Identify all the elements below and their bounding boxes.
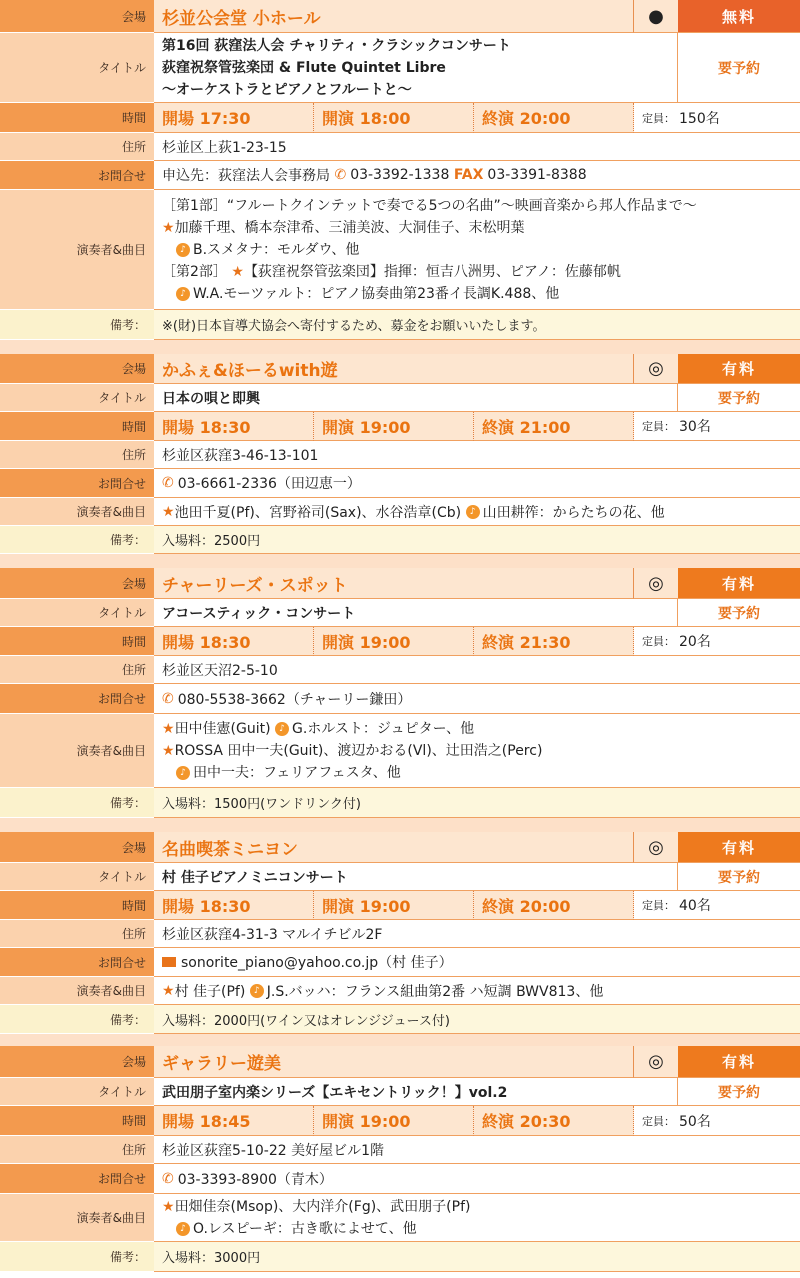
end-time: 終演 20:00: [474, 103, 634, 133]
paid-mark: ◎: [634, 354, 678, 384]
remarks-label: 備考：: [0, 526, 154, 554]
reservation-note: 要予約: [678, 599, 800, 627]
event-5: [0, 1046, 800, 1278]
remarks: 入場料：1500円(ワンドリンク付): [154, 788, 800, 818]
music-note-icon: ♪: [176, 287, 190, 301]
address: 杉並区上荻1-23-15: [154, 133, 800, 161]
music-note-icon: ♪: [176, 1222, 190, 1236]
event-title: [154, 33, 678, 103]
address-label: 住所: [0, 1136, 154, 1164]
remarks-label: 備考：: [0, 1005, 154, 1034]
capacity: 定員： 150名: [634, 103, 800, 133]
capacity: 定員： 40名: [634, 891, 800, 920]
title-line-2: 荻窪祝祭管弦楽団 & Flute Quintet Libre: [162, 59, 446, 76]
address-label: 住所: [0, 920, 154, 948]
venue-name: かふぇ&ほーるwith遊: [154, 354, 634, 384]
title-line-1: 第16回 荻窪法人会 チャリティ・クラシックコンサート: [162, 37, 511, 54]
remarks: 入場料：3000円: [154, 1242, 800, 1272]
address-label: 住所: [0, 441, 154, 469]
open-time: 開場 17:30: [154, 103, 314, 133]
open-time: 開場 18:30: [154, 891, 314, 920]
reservation-note: 要予約: [678, 1078, 800, 1106]
phone-icon: ✆: [162, 690, 174, 707]
performers-label: 演奏者&曲目: [0, 1194, 154, 1242]
title-label: タイトル: [0, 33, 154, 103]
mail-icon: [162, 957, 176, 967]
venue-label: 会場: [0, 568, 154, 599]
music-note-icon: ♪: [275, 722, 289, 736]
star-icon: ★: [162, 219, 175, 236]
paid-mark: ◎: [634, 1046, 678, 1078]
event-4: [0, 832, 800, 1034]
performers: ★ 池田千夏(Pf)、宮野裕司(Sax)、水谷浩章(Cb) ♪ 山田耕筰：からたちの花、他: [154, 498, 800, 526]
title-line-3: 〜オーケストラとピアノとフルートと〜: [162, 81, 412, 98]
contact-label: お問合せ: [0, 469, 154, 498]
music-note-icon: ♪: [466, 505, 480, 519]
venue-label: 会場: [0, 1046, 154, 1078]
time-label: 時間: [0, 412, 154, 441]
contact: ✆ 03-6661-2336（田辺恵一）: [154, 469, 800, 498]
phone-icon: ✆: [162, 475, 174, 491]
star-icon: ★: [162, 720, 175, 737]
start-time: 開演 19:00: [314, 627, 474, 656]
paid-mark: ◎: [634, 568, 678, 599]
capacity: 定員： 50名: [634, 1106, 800, 1136]
title-label: タイトル: [0, 1078, 154, 1106]
event-title: 村 佳子ピアノミニコンサート: [154, 863, 678, 891]
address-label: 住所: [0, 656, 154, 684]
event-3: [0, 568, 800, 818]
performers: ★田畑佳奈(Msop)、大内洋介(Fg)、武田朋子(Pf) ♪ O.レスピーギ：古き歌によせて、他: [154, 1194, 800, 1242]
performers: ［第1部］“フルートクインテットで奏でる5つの名曲”〜映画音楽から邦人作品まで〜 ★加藤千理、橋本奈津希、三浦美波、大洞佳子、末松明葉 ♪ B.スメタナ：モルダウ、他 ［第2部］ ★【荻窪祝祭管弦楽団】指揮：恒吉八洲男、ピアノ：佐藤郁帆 ♪ W.A.モーツァルト：ピアノ協奏曲第23番イ長調K.488、他: [154, 190, 800, 310]
star-icon: ★: [162, 1198, 175, 1215]
contact: ✆ 03-3393-8900（青木）: [154, 1164, 800, 1194]
end-time: 終演 21:30: [474, 627, 634, 656]
open-time: 開場 18:30: [154, 627, 314, 656]
address-label: 住所: [0, 133, 154, 161]
address: 杉並区天沼2-5-10: [154, 656, 800, 684]
event-2: [0, 354, 800, 554]
venue-name: ギャラリー遊美: [154, 1046, 634, 1078]
remarks-label: 備考：: [0, 1242, 154, 1272]
venue-name: チャーリーズ・スポット: [154, 568, 634, 599]
end-time: 終演 20:30: [474, 1106, 634, 1136]
end-time: 終演 21:00: [474, 412, 634, 441]
contact: 申込先：荻窪法人会事務局 ✆ 03-3392-1338 FAX 03-3391-8388: [154, 161, 800, 190]
performers: ★ 村 佳子(Pf) ♪ J.S.バッハ：フランス組曲第2番 ハ短調 BWV813、他: [154, 977, 800, 1005]
reservation-note: 要予約: [678, 863, 800, 891]
phone-icon: ✆: [162, 1170, 174, 1187]
music-note-icon: ♪: [176, 243, 190, 257]
performers-label: 演奏者&曲目: [0, 714, 154, 788]
event-title: 日本の唄と即興: [154, 384, 678, 412]
fee-badge: 有料: [678, 568, 800, 599]
venue-label: 会場: [0, 354, 154, 384]
time-label: 時間: [0, 1106, 154, 1136]
open-time: 開場 18:30: [154, 412, 314, 441]
contact-label: お問合せ: [0, 161, 154, 190]
venue-name: 杉並公会堂 小ホール: [154, 0, 634, 33]
address: 杉並区荻窪5-10-22 美好屋ビル1階: [154, 1136, 800, 1164]
address: 杉並区荻窪3-46-13-101: [154, 441, 800, 469]
contact-label: お問合せ: [0, 948, 154, 977]
start-time: 開演 19:00: [314, 891, 474, 920]
event-title: アコースティック・コンサート: [154, 599, 678, 627]
paid-mark: ◎: [634, 832, 678, 863]
fee-badge: 無料: [678, 0, 800, 33]
fee-badge: 有料: [678, 1046, 800, 1078]
capacity: 定員： 20名: [634, 627, 800, 656]
star-icon: ★: [162, 982, 175, 999]
fee-badge: 有料: [678, 354, 800, 384]
event-1: [0, 0, 800, 340]
remarks-label: 備考：: [0, 788, 154, 818]
capacity: 定員： 30名: [634, 412, 800, 441]
time-label: 時間: [0, 891, 154, 920]
remarks: 入場料：2500円: [154, 526, 800, 554]
performers-label: 演奏者&曲目: [0, 498, 154, 526]
start-time: 開演 19:00: [314, 412, 474, 441]
address: 杉並区荻窪4-31-3 マルイチビル2F: [154, 920, 800, 948]
contact-label: お問合せ: [0, 684, 154, 714]
time-label: 時間: [0, 627, 154, 656]
reservation-note: 要予約: [678, 384, 800, 412]
performers-label: 演奏者&曲目: [0, 190, 154, 310]
event-title: 武田朋子室内楽シリーズ【エキセントリック！】vol.2: [154, 1078, 678, 1106]
free-mark: ●: [634, 0, 678, 33]
contact-label: お問合せ: [0, 1164, 154, 1194]
remarks: ※(財)日本盲導犬協会へ寄付するため、募金をお願いいたします。: [154, 310, 800, 340]
venue-label: 会場: [0, 0, 154, 33]
title-label: タイトル: [0, 599, 154, 627]
star-icon: ★: [162, 503, 175, 520]
venue-label: 会場: [0, 832, 154, 863]
music-note-icon: ♪: [250, 984, 264, 998]
remarks: 入場料：2000円(ワイン又はオレンジジュース付): [154, 1005, 800, 1034]
fee-badge: 有料: [678, 832, 800, 863]
star-icon: ★: [231, 263, 244, 280]
performers: ★田中佳憲(Guit) ♪ G.ホルスト：ジュピター、他 ★ROSSA 田中一夫(Guit)、渡辺かおる(Vl)、辻田浩之(Perc) ♪ 田中一夫：フェリアフェスタ、他: [154, 714, 800, 788]
contact: sonorite_piano@yahoo.co.jp（村 佳子）: [154, 948, 800, 977]
venue-name: 名曲喫茶ミニヨン: [154, 832, 634, 863]
title-label: タイトル: [0, 863, 154, 891]
remarks-label: 備考：: [0, 310, 154, 340]
contact: ✆ 080-5538-3662（チャーリー鎌田）: [154, 684, 800, 714]
music-note-icon: ♪: [176, 766, 190, 780]
title-label: タイトル: [0, 384, 154, 412]
end-time: 終演 20:00: [474, 891, 634, 920]
reservation-note: 要予約: [678, 33, 800, 103]
performers-label: 演奏者&曲目: [0, 977, 154, 1005]
time-label: 時間: [0, 103, 154, 133]
phone-icon: ✆: [334, 167, 347, 183]
star-icon: ★: [162, 742, 175, 759]
start-time: 開演 19:00: [314, 1106, 474, 1136]
start-time: 開演 18:00: [314, 103, 474, 133]
open-time: 開場 18:45: [154, 1106, 314, 1136]
